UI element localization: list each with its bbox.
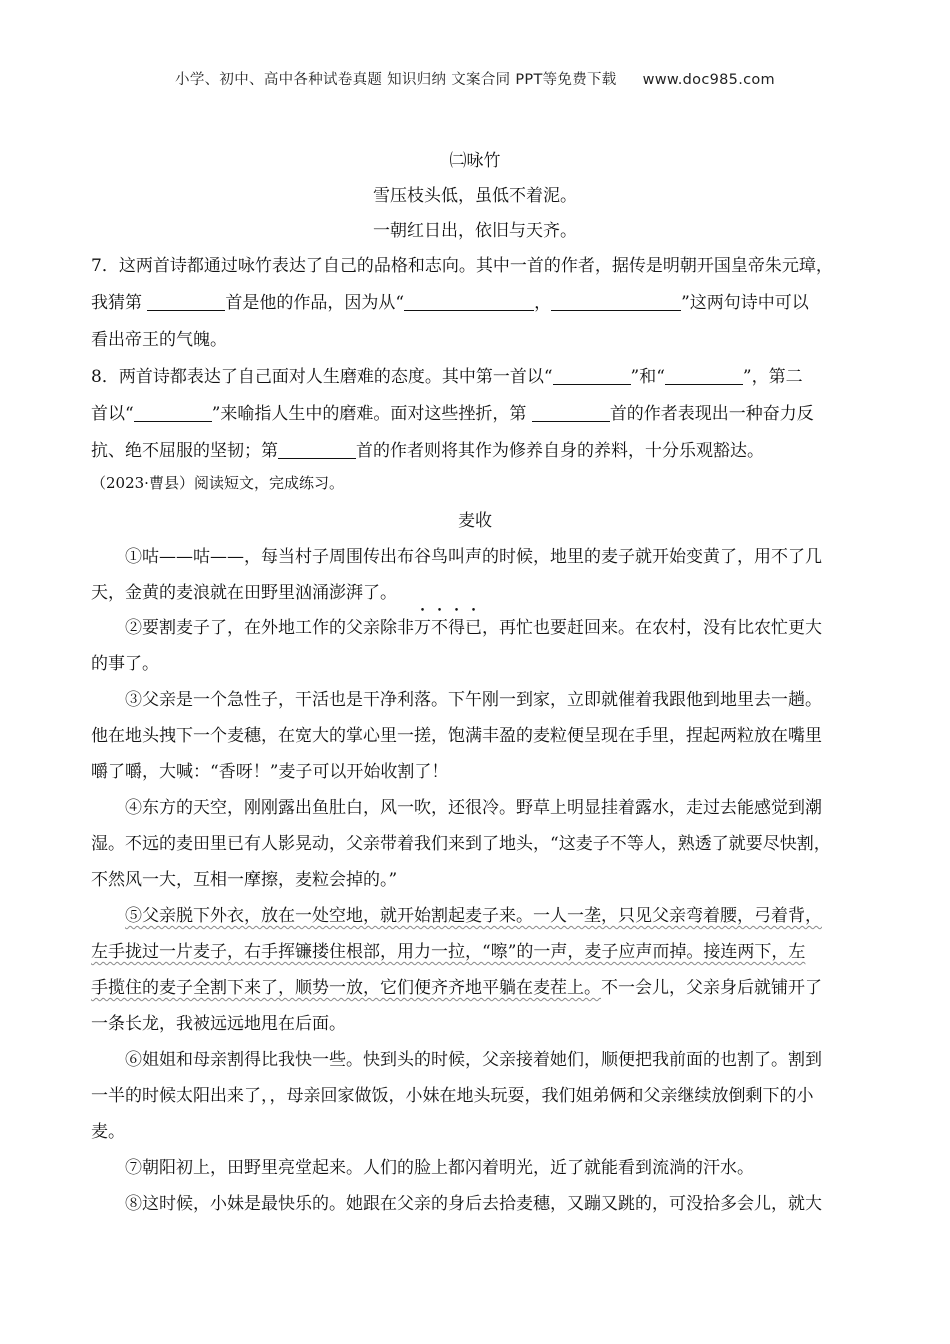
q8-blank-2[interactable] (665, 367, 743, 385)
para-3-line-2: 他在地头拽下一个麦穗，在宽大的掌心里一搓，饱满丰盈的麦粒便呈现在手里，捏起两粒放在嘴里 (91, 726, 822, 746)
q8-blank-1[interactable] (553, 367, 631, 385)
para-5-line-1 (125, 901, 861, 926)
poem-title: ㈡咏竹 (449, 151, 501, 171)
wavy-underline-text: ⑤父亲脱下外衣，放在一处空地，就开始割起麦子来。一人一垄，只见父亲弯着腰，弓着背， (125, 906, 822, 926)
q8-blank-3[interactable] (134, 404, 212, 422)
q8-blank-4[interactable] (532, 404, 610, 422)
para-8-line-1: ⑧这时候，小妹是最快乐的。她跟在父亲的身后去拾麦穗，又蹦又跳的，可没拾多会儿，就大 (125, 1194, 822, 1214)
q8-line-3: 抗、绝不屈服的坚韧；第 首的作者则将其作为修养自身的养料，十分乐观豁达。 (91, 441, 764, 461)
para-3-line-1: ③父亲是一个急性子，干活也是干净利落。下午刚一到家，立即就催着我跟他到地里去一趟。 (125, 690, 822, 710)
para-3-line-3: 嚼了嚼，大喊：“香呀！”麦子可以开始收割了！ (91, 762, 449, 782)
q8-blank-5[interactable] (278, 441, 356, 459)
para-5-line-4: 一条长龙，我被远远地甩在后面。 (91, 1014, 346, 1034)
q7-blank-verse-2[interactable] (551, 293, 681, 311)
para-7: ⑦朝阳初上，田野里亮堂起来。人们的脸上都闪着明光，近了就能看到流淌的汗水。 (125, 1158, 754, 1178)
q7-line-3: 看出帝王的气魄。 (91, 330, 227, 350)
para-6-line-2: 一半的时候太阳出来了，，母亲回家做饭，小妹在地头玩耍，我们姐弟俩和父亲继续放倒剩下的小 (91, 1086, 814, 1106)
para-4-line-3: 不然风一大，互相一摩擦，麦粒会掉的。” (91, 870, 398, 890)
header-url[interactable]: www.doc985.com (642, 72, 775, 88)
para-5-line-2 (91, 937, 861, 962)
q8-line-1: 8．两首诗都表达了自己面对人生磨难的态度。其中第一首以“ ”和“ ”，第二 (91, 367, 803, 387)
q7-blank-verse-1[interactable] (404, 293, 534, 311)
page-header (0, 68, 950, 89)
q7-blank-poem-number[interactable] (147, 293, 225, 311)
dotted-char: 万 (414, 618, 431, 638)
header-text: 小学、初中、高中各种试卷真题 知识归纳 文案合同 PPT等免费下载 (175, 72, 617, 88)
q8-line-2: 首以“ ”来喻指人生中的磨难。面对这些挫折，第 首的作者表现出一种奋力反 (91, 404, 814, 424)
q7-line-2: 我猜第 首是他的作品，因为从“ ， ”这两句诗中可以 (91, 293, 809, 313)
dotted-char: 已 (465, 618, 482, 638)
wavy-underline-text: 左手拢过一片麦子，右手挥镰搂住根部，用力一拉，“嚓”的一声，麦子应声而掉。接连两下，左 (91, 942, 806, 962)
para-6-line-1: ⑥姐姐和母亲割得比我快一些。快到头的时候，父亲接着她们，顺便把我前面的也割了。割到 (125, 1050, 822, 1070)
para-1-line-2: 天，金黄的麦浪就在田野里汹涌澎湃了。 (91, 583, 397, 603)
source-note: （2023·曹县）阅读短文，完成练习。 (91, 474, 344, 492)
para-5-line-3: 手揽住的麦子全割下来了，顺势一放，它们便齐齐地平躺在麦茬上。不一会儿，父亲身后就铺开了 (91, 978, 822, 998)
para-4-line-1: ④东方的天空，刚刚露出鱼肚白，风一吹，还很冷。野草上明显挂着露水，走过去能感觉到潮 (125, 798, 822, 818)
poem-line-1: 雪压枝头低，虽低不着泥。 (373, 186, 577, 206)
article-title: 麦收 (458, 511, 492, 531)
para-4-line-2: 湿。不远的麦田里已有人影晃动，父亲带着我们来到了地头，“这麦子不等人，熟透了就要尽快割， (91, 834, 831, 854)
wavy-underline-text: 手揽住的麦子全割下来了，顺势一放，它们便齐齐地平躺在麦茬上。 (91, 978, 601, 998)
para-2-line-1: ②要割麦子了，在外地工作的父亲除非万不得已，再忙也要赶回来。在农村，没有比农忙更大 (125, 618, 822, 638)
para-1-line-1: ①咕——咕——，每当村子周围传出布谷鸟叫声的时候，地里的麦子就开始变黄了，用不了几 (125, 547, 822, 567)
dotted-char: 不 (431, 618, 448, 638)
dotted-char: 得 (448, 618, 465, 638)
q7-line-1: 7．这两首诗都通过咏竹表达了自己的品格和志向。其中一首的作者，据传是明朝开国皇帝朱元璋， (91, 256, 833, 276)
para-6-line-3: 麦。 (91, 1122, 125, 1142)
poem-line-2: 一朝红日出，依旧与天齐。 (373, 221, 577, 241)
para-2-line-2: 的事了。 (91, 654, 159, 674)
